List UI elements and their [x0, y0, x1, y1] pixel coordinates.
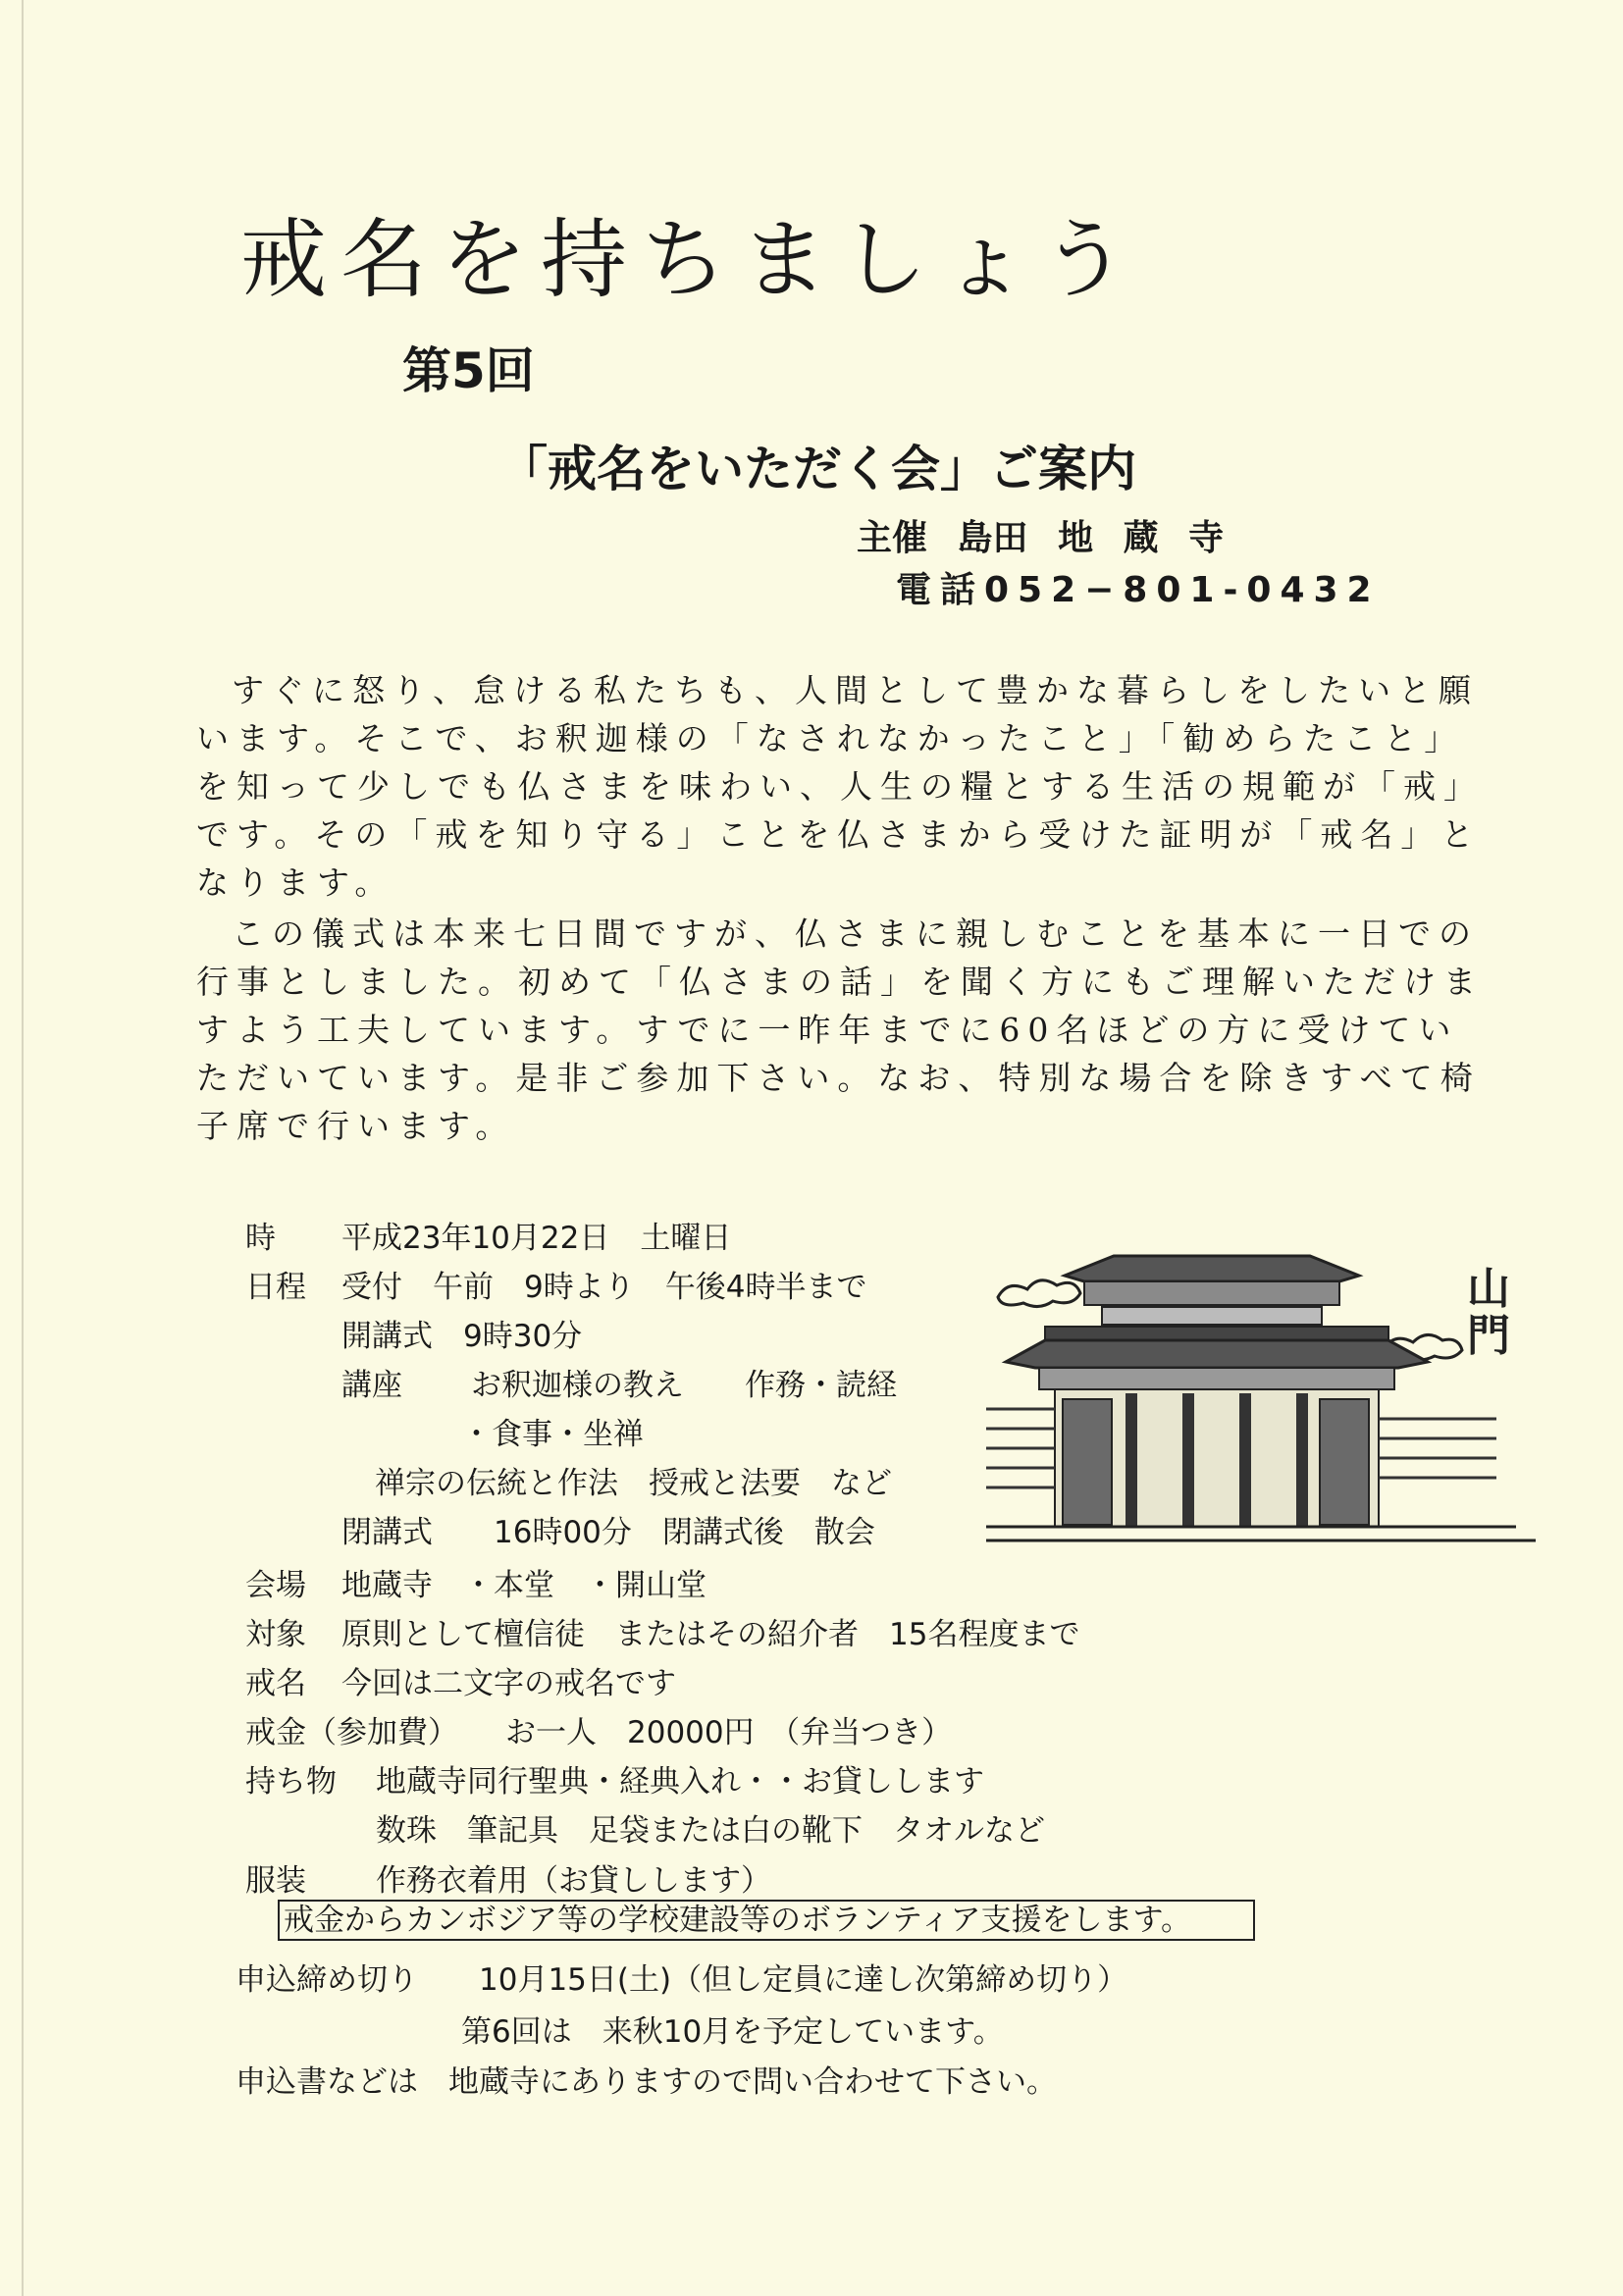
body-line: です。その「戒を知り守る」ことを仏さまから受けた証明が「戒名」と — [196, 815, 1482, 854]
host: 主催 島田 地 蔵 寺 — [857, 518, 1225, 558]
temple-gate-illustration — [986, 1246, 1536, 1560]
schedule-opening: 開講式 9時30分 — [341, 1319, 583, 1354]
scan-edge — [22, 0, 24, 2296]
body-line: すよう工夫しています。すでに一昨年までに60名ほどの方に受けてい — [196, 1011, 1459, 1049]
target-value: 原則として檀信徒 またはその紹介者 15名程度まで — [341, 1617, 1080, 1652]
body-line: すぐに怒り、怠ける私たちも、人間として豊かな暮らしをしたいと願 — [232, 671, 1479, 709]
gate-label: 山門 — [1467, 1264, 1510, 1361]
schedule-reception: 受付 午前 9時より 午後4時半まで — [341, 1270, 867, 1305]
phone-number: 電話052−801-0432 — [896, 570, 1381, 610]
venue-label: 会場 — [245, 1568, 306, 1603]
body-line: 行事としました。初めて「仏さまの話」を聞く方にもご理解いただけま — [196, 963, 1484, 1001]
venue-value: 地蔵寺 ・本堂 ・開山堂 — [341, 1568, 707, 1603]
body-line: 子席で行います。 — [196, 1107, 516, 1145]
deadline-value: 10月15日(土)（但し定員に達し次第締め切り） — [479, 1962, 1128, 1998]
kaimyo-label: 戒名 — [245, 1666, 306, 1701]
items-line: 数珠 筆記具 足袋または白の靴下 タオルなど — [376, 1813, 1045, 1849]
fee-label: 戒金（参加費） — [245, 1715, 458, 1750]
dress-label: 服装 — [245, 1863, 306, 1899]
body-line: を知って少しでも仏さまを味わい、人生の糧とする生活の規範が「戒」 — [196, 767, 1484, 806]
target-label: 対象 — [245, 1617, 306, 1652]
lecture-line: ・食事・坐禅 — [461, 1417, 644, 1452]
items-line: 地蔵寺同行聖典・経典入れ・・お貸しします — [376, 1764, 984, 1800]
body-line: この儀式は本来七日間ですが、仏さまに親しむことを基本に一日での — [232, 914, 1479, 953]
body-line: なります。 — [196, 863, 395, 902]
next-event: 第6回は 来秋10月を予定しています。 — [461, 2014, 1004, 2050]
schedule-closing: 閉講式 16時00分 閉講式後 散会 — [341, 1515, 875, 1550]
lecture-line: お釈迦様の教え 作務・読経 — [471, 1368, 897, 1403]
kaimyo-value: 今回は二文字の戒名です — [341, 1666, 676, 1701]
contact-info: 申込書などは 地蔵寺にありますので問い合わせて下さい。 — [236, 2064, 1057, 2100]
time-value: 平成23年10月22日 土曜日 — [341, 1221, 732, 1256]
body-line: います。そこで、お釈迦様の「なされなかったこと」「勧めらたこと」 — [196, 719, 1465, 757]
body-line: ただいています。是非ご参加下さい。なお、特別な場合を除きすべて椅 — [196, 1059, 1481, 1097]
schedule-label: 日程 — [245, 1270, 306, 1305]
notice-box: 戒金からカンボジア等の学校建設等のボランティア支援をします。 — [278, 1900, 1255, 1941]
round-number: 第5回 — [402, 342, 535, 399]
subtitle: 「戒名をいただく会」ご案内 — [498, 441, 1136, 497]
main-title: 戒名を持ちましょう — [240, 209, 1142, 310]
deadline-label: 申込締め切り — [236, 1962, 418, 1998]
lecture-line: 禅宗の伝統と作法 授戒と法要 など — [375, 1466, 892, 1501]
items-label: 持ち物 — [245, 1764, 337, 1800]
fee-value: お一人 20000円 （弁当つき） — [505, 1715, 953, 1750]
lecture-label: 講座 — [341, 1368, 402, 1403]
time-label: 時 — [245, 1221, 276, 1256]
dress-value: 作務衣着用（お貸しします） — [376, 1863, 771, 1899]
